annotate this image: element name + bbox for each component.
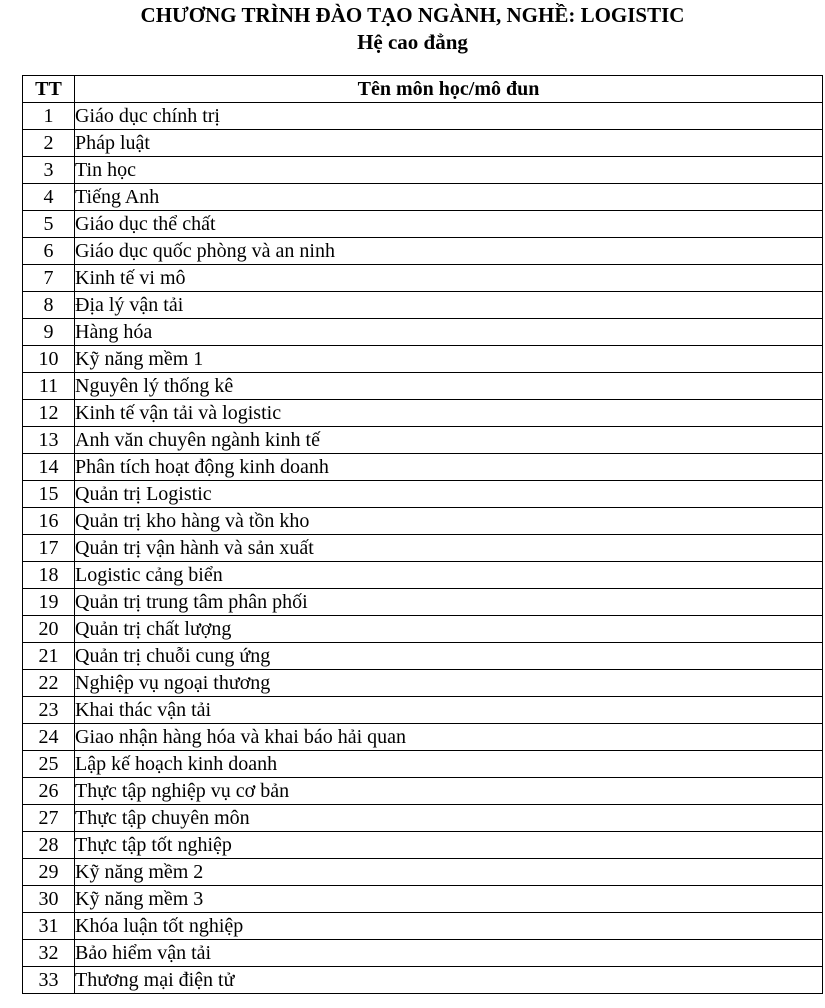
- course-name: Quản trị Logistic: [75, 481, 823, 508]
- row-number: 32: [23, 940, 75, 967]
- table-row: [23, 157, 823, 184]
- row-number: 1: [23, 103, 75, 130]
- row-number: 15: [23, 481, 75, 508]
- row-number: 30: [23, 886, 75, 913]
- course-name: Thương mại điện tử: [75, 967, 823, 994]
- document-title: CHƯƠNG TRÌNH ĐÀO TẠO NGÀNH, NGHỀ: LOGISTIC: [140, 3, 685, 27]
- row-number: 24: [23, 724, 75, 751]
- row-number: 23: [23, 697, 75, 724]
- row-number: 22: [23, 670, 75, 697]
- table-row: [23, 589, 823, 616]
- course-name: Nghiệp vụ ngoại thương: [75, 670, 823, 697]
- table-row: [23, 643, 823, 670]
- row-number: 7: [23, 265, 75, 292]
- table-row: [23, 562, 823, 589]
- table-row: [23, 130, 823, 157]
- table-row: [23, 535, 823, 562]
- table-row: [23, 319, 823, 346]
- row-number: 4: [23, 184, 75, 211]
- table-row: [23, 400, 823, 427]
- course-name: Tin học: [75, 157, 823, 184]
- course-name: Khóa luận tốt nghiệp: [75, 913, 823, 940]
- row-number: 28: [23, 832, 75, 859]
- table-header-row: [23, 76, 823, 103]
- table-row: [23, 724, 823, 751]
- table-row: [23, 481, 823, 508]
- row-number: 20: [23, 616, 75, 643]
- header-no: TT: [23, 76, 75, 103]
- row-number: 9: [23, 319, 75, 346]
- row-number: 12: [23, 400, 75, 427]
- table-row: [23, 508, 823, 535]
- table-row: [23, 346, 823, 373]
- table-row: [23, 778, 823, 805]
- course-name: Giao nhận hàng hóa và khai báo hải quan: [75, 724, 823, 751]
- course-name: Khai thác vận tải: [75, 697, 823, 724]
- table-row: [23, 292, 823, 319]
- course-table: [22, 75, 823, 994]
- course-name: Thực tập tốt nghiệp: [75, 832, 823, 859]
- row-number: 13: [23, 427, 75, 454]
- row-number: 10: [23, 346, 75, 373]
- row-number: 27: [23, 805, 75, 832]
- row-number: 19: [23, 589, 75, 616]
- course-name: Lập kế hoạch kinh doanh: [75, 751, 823, 778]
- course-name: Kinh tế vi mô: [75, 265, 823, 292]
- row-number: 6: [23, 238, 75, 265]
- row-number: 18: [23, 562, 75, 589]
- table-row: [23, 859, 823, 886]
- course-name: Pháp luật: [75, 130, 823, 157]
- course-name: Bảo hiểm vận tải: [75, 940, 823, 967]
- table-row: [23, 265, 823, 292]
- table-row: [23, 967, 823, 994]
- table-row: [23, 454, 823, 481]
- row-number: 26: [23, 778, 75, 805]
- row-number: 17: [23, 535, 75, 562]
- course-name: Giáo dục thể chất: [75, 211, 823, 238]
- course-name: Nguyên lý thống kê: [75, 373, 823, 400]
- table-row: [23, 697, 823, 724]
- row-number: 5: [23, 211, 75, 238]
- row-number: 3: [23, 157, 75, 184]
- course-name: Hàng hóa: [75, 319, 823, 346]
- row-number: 21: [23, 643, 75, 670]
- row-number: 8: [23, 292, 75, 319]
- table-row: [23, 211, 823, 238]
- course-name: Kinh tế vận tải và logistic: [75, 400, 823, 427]
- course-name: Tiếng Anh: [75, 184, 823, 211]
- course-name: Kỹ năng mềm 1: [75, 346, 823, 373]
- table-row: [23, 184, 823, 211]
- table-row: [23, 373, 823, 400]
- course-name: Giáo dục chính trị: [75, 103, 823, 130]
- table-row: [23, 238, 823, 265]
- course-name: Quản trị chuỗi cung ứng: [75, 643, 823, 670]
- course-name: Quản trị vận hành và sản xuất: [75, 535, 823, 562]
- table-row: [23, 670, 823, 697]
- course-name: Thực tập nghiệp vụ cơ bản: [75, 778, 823, 805]
- course-name: Địa lý vận tải: [75, 292, 823, 319]
- table-row: [23, 805, 823, 832]
- row-number: 29: [23, 859, 75, 886]
- course-name: Quản trị chất lượng: [75, 616, 823, 643]
- course-name: Quản trị kho hàng và tồn kho: [75, 508, 823, 535]
- row-number: 31: [23, 913, 75, 940]
- course-name: Thực tập chuyên môn: [75, 805, 823, 832]
- row-number: 25: [23, 751, 75, 778]
- table-row: [23, 913, 823, 940]
- table-row: [23, 940, 823, 967]
- course-name: Phân tích hoạt động kinh doanh: [75, 454, 823, 481]
- row-number: 16: [23, 508, 75, 535]
- course-name: Kỹ năng mềm 3: [75, 886, 823, 913]
- course-name: Kỹ năng mềm 2: [75, 859, 823, 886]
- table-row: [23, 832, 823, 859]
- table-row: [23, 427, 823, 454]
- course-name: Logistic cảng biển: [75, 562, 823, 589]
- document-subtitle: Hệ cao đẳng: [357, 30, 468, 54]
- row-number: 33: [23, 967, 75, 994]
- course-name: Anh văn chuyên ngành kinh tế: [75, 427, 823, 454]
- table-row: [23, 886, 823, 913]
- row-number: 2: [23, 130, 75, 157]
- row-number: 14: [23, 454, 75, 481]
- row-number: 11: [23, 373, 75, 400]
- table-row: [23, 751, 823, 778]
- course-name: Quản trị trung tâm phân phối: [75, 589, 823, 616]
- table-body: [23, 103, 823, 994]
- header-name: Tên môn học/mô đun: [75, 76, 823, 103]
- course-name: Giáo dục quốc phòng và an ninh: [75, 238, 823, 265]
- table-row: [23, 616, 823, 643]
- table-row: [23, 103, 823, 130]
